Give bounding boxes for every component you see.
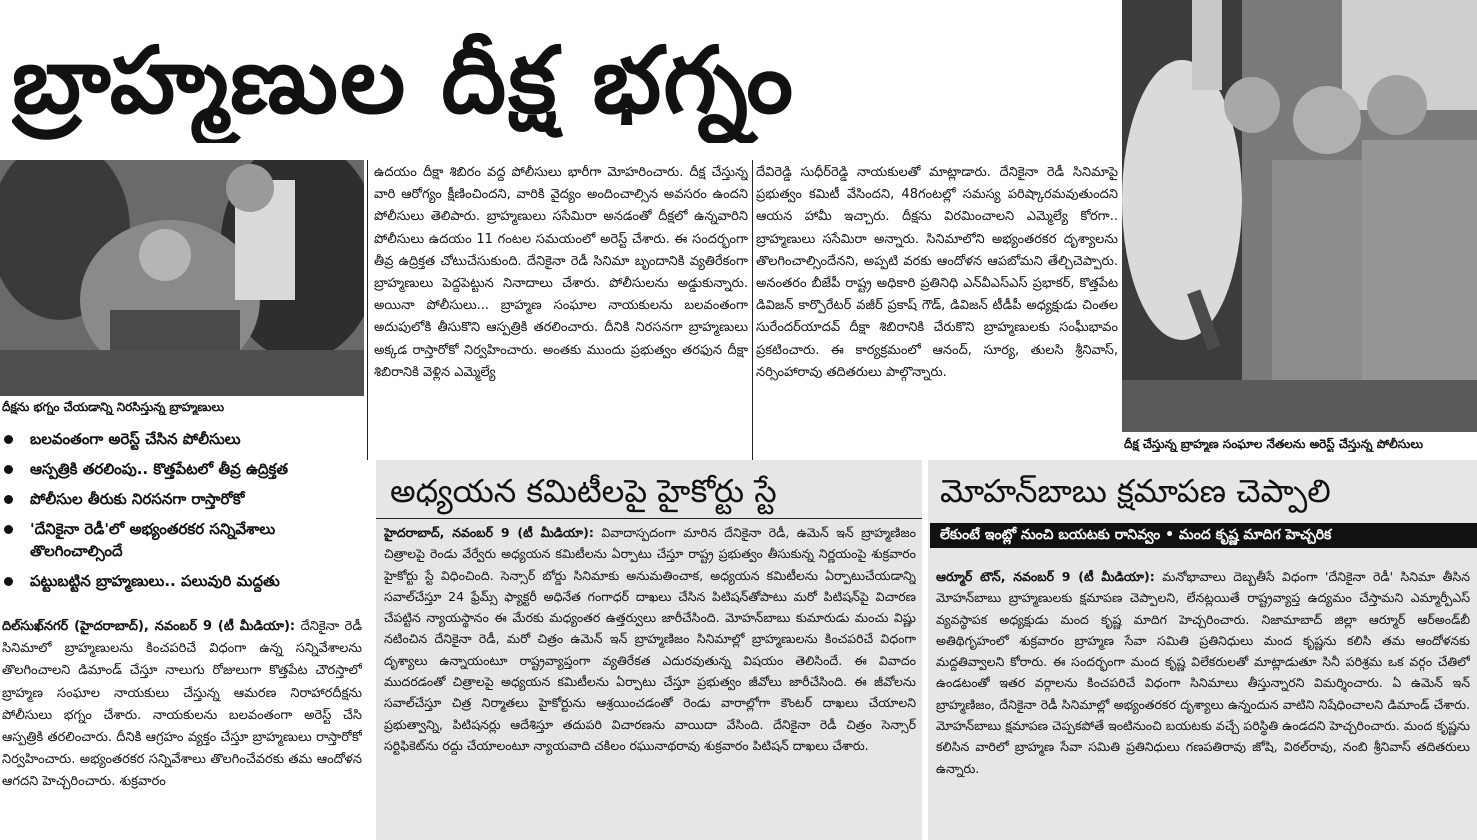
highlight-item: బలవంతంగా అరెస్ట్ చేసిన పోలీసులు <box>2 428 362 450</box>
highlight-item: పోలీసుల తీరుకు నిరసనగా రాస్తారోకో <box>2 488 362 510</box>
protest-photo-right <box>1122 0 1477 432</box>
story3-body <box>936 566 1470 838</box>
story2-headline: అధ్యయన కమిటీలపై హైకోర్టు స్టే <box>390 472 777 510</box>
main-story-col2-text: ఉదయం దీక్షా శిబిరం వద్ద పోలీసులు భారీగా మోహరించారు. దీక్ష చేస్తున్న వారి ఆరోగ్యం క్షీణించిందని, వారికి వైద్యం అందించాల్సిన అవసరం ఉందని పోలీసులు తెలిపారు. బ్రాహ్మణులు ససేమిరా అనడంతో దీక్షలో ఉన్నవారిని పోలీసులు ఉదయం 11 గంటల సమయంలో అరెస్ట్ చేశారు. ఈ సందర్భంగా తీవ్ర ఉద్రిక్తత చోటుచేసుకుంది. దేనికైనా రెడీ సినిమా బృందానికి వ్యతిరేకంగా బ్రాహ్మణులు పెద్దపెట్టున నినాదాలు చేశారు. పోలీసులను అడ్డుకున్నారు. అయినా పోలీసులు... బ్రాహ్మణ సంఘాల నాయకులను బలవంతంగా అదుపులోకి తీసుకొని ఆస్పత్రికి తరలించారు. దీనికి నిరసనగా బ్రాహ్మణులు అక్కడ రాస్తారోకో నిర్వహించారు. అంతకు ముందు ప్రభుత్వం తరఫున దీక్షా శిబిరానికి వెళ్లిన ఎమ్మెల్యే <box>374 165 748 380</box>
main-story-col3 <box>756 162 1118 454</box>
main-story-col1-text: దేనికైనా రెడీ సినిమాలో బ్రాహ్మణులను కించపరిచే విధంగా ఉన్న సన్నివేశాలను తొలగించాలని డిమాండ్ చేస్తూ నాలుగు రోజులుగా కొత్తపేట చౌరస్తాలో బ్రాహ్మణ సంఘాల నాయకులు చేస్తున్న ఆమరణ నిరాహారదీక్షను పోలీసులు భగ్నం చేశారు. నాయకులను బలవంతంగా అరెస్ట్ చేసి ఆస్పత్రికి తరలించారు. దీనికి ఆగ్రహం వ్యక్తం చేస్తూ బ్రాహ్మణులు రాస్తారోకో నిర్వహించారు. అభ్యంతరకర సన్నివేశాలు తొలగించేవరకు తమ ఆందోళన ఆగదని హెచ్చరించారు. శుక్రవారం <box>2 619 362 790</box>
highlight-item: ఆస్పత్రికి తరలింపు.. కొత్తపేటలో తీవ్ర ఉద్రిక్తత <box>2 458 362 480</box>
story3-dateline: ఆర్మూర్ టౌన్, నవంబర్ 9 (టీ మీడియా): <box>936 569 1155 584</box>
story3-text: మనోభావాలు దెబ్బతీసే విధంగా 'దేనికైనా రెడీ' సినిమా తీసిన మోహన్‌బాబు బ్రాహ్మణులకు క్షమాపణ చెప్పాలని, లేనట్లయితే రాష్ట్రవ్యాప్త ఉద్యమం చేస్తామని ఎమ్మార్పీఎస్ వ్యవస్థాపక అధ్యక్షుడు మంద కృష్ణ మాదిగ హెచ్చరించారు. నిజామాబాద్ జిల్లా ఆర్మూర్ ఆర్‌అండ్‌బీ అతిథిగృహంలో శుక్రవారం బ్రాహ్మణ సేవా సమితి ప్రతినిధులు మంద కృష్ణను కలిసి తమ ఆందోళనకు మద్దతివ్వాలని కోరారు. ఈ సందర్భంగా మంద కృష్ణ విలేకరులతో మాట్లాడుతూ సినీ పరిశ్రమ ఒక వర్గం చేతిలో ఉండటంతో ఇతర వర్గాలను కించపరిచే విధంగా సినిమాలు తీస్తున్నారని విమర్శించారు. ఏ ఉమెన్ ఇన్ బ్రాహ్మణిజం, దేనికైనా రెడీ సినిమాల్లో అభ్యంతరకర దృశ్యాలు ఉన్నందున వాటిని నిషేధించాలని డిమాండ్ చేశారు. మోహన్‌బాబు క్షమాపణ చెప్పకపోతే ఇంటినుంచి బయటకు వచ్చే పరిస్థితి ఉండదని హెచ్చరించారు. మంద కృష్ణను కలిసిన వారిలో బ్రాహ్మణ సేవా సమితి ప్రతినిధులు గణపతిరావు జోషి, విఠల్‌రావు, నంబి శ్రీనివాస్ తదితరులు ఉన్నారు. <box>936 569 1470 776</box>
story3-headline: మోహన్‌బాబు క్షమాపణ చెప్పాలి <box>940 472 1331 510</box>
protest-photo-left <box>0 160 364 396</box>
story2-body <box>384 522 916 836</box>
main-story-col2 <box>374 162 748 454</box>
main-story-col1 <box>2 616 362 838</box>
highlights-list <box>2 428 362 600</box>
column-rule <box>752 160 753 460</box>
highlight-item: పట్టుబట్టిన బ్రాహ్మణులు.. పలువురి మద్దతు <box>2 570 362 592</box>
story2-dateline: హైదరాబాద్, నవంబర్ 9 (టీ మీడియా): <box>384 525 594 540</box>
main-story-dateline: దిల్‌సుఖ్‌నగర్ (హైదరాబాద్), నవంబర్ 9 (టీ మీడియా): <box>2 619 296 634</box>
photo-caption-right: దీక్ష చేస్తున్న బ్రాహ్మణ సంఘాల నేతలను అరెస్ట్ చేస్తున్న పోలీసులు <box>1124 437 1423 451</box>
main-story-col3-text: దేవిరెడ్డి సుధీర్‌రెడ్డి నాయకులతో మాట్లాడారు. దేనికైనా రెడీ సినిమాపై ప్రభుత్వం కమిటీ వేసిందని, 48గంటల్లో సమస్య పరిష్కారమవుతుందని ఆయన హామీ ఇచ్చారు. దీక్షను విరమించాలని ఎమ్మెల్యే కోరగా.. బ్రాహ్మణులు ససేమిరా అన్నారు. సినిమాలోని అభ్యంతరకర దృశ్యాలను తొలగించాల్సిందేనని, అప్పటి వరకు ఆందోళన ఆపబోమని తేల్చిచెప్పారు. అనంతరం బీజేపీ రాష్ట్ర అధికారి ప్రతినిధి ఎన్‌వీఎస్‌ఎస్ ప్రభాకర్, కొత్తపేట డివిజన్ కార్పొరేటర్ వజీర్ ప్రకాష్ గౌడ్, డివిజన్ టీడీపీ అధ్యక్షుడు చింతల సురేందర్‌యాదవ్ దీక్షా శిబిరానికి చేరుకొని బ్రాహ్మణులకు సంఘీభావం ప్రకటించారు. ఈ కార్యక్రమంలో ఆనంద్, సూర్య, తులసి శ్రీనివాస్, నర్సింహారావు తదితరులు పాల్గొన్నారు. <box>756 165 1118 380</box>
story3-strap: లేకుంటే ఇంట్లో నుంచి బయటకు రానివ్వం • మంద కృష్ణ మాదిగ హెచ్చరిక <box>930 523 1477 548</box>
main-headline: బ్రాహ్మణుల దీక్ష భగ్నం <box>12 27 796 134</box>
story2-text: వివాదాస్పదంగా మారిన దేనికైనా రెడీ, ఉమెన్ ఇన్ బ్రాహ్మణిజం చిత్రాలపై రెండు వేర్వేరు అధ్యయన కమిటీలను ఏర్పాటు చేస్తూ రాష్ట్ర ప్రభుత్వం తీసుకున్న నిర్ణయంపై శుక్రవారం హైకోర్టు స్టే విధించింది. సెన్సార్ బోర్డు సినిమాకు అనుమతించాక, అధ్యయన కమిటీలను ఏర్పాటుచేయడాన్ని సవాల్‌చేస్తూ 24 ఫ్రేమ్స్ ఫ్యాక్టరీ అధినేత గంగాధర్ దాఖలు చేసిన పిటిషన్‌తోపాటు మరో పిటిషన్‌పై విచారణ చేపట్టిన న్యాయస్థానం ఈ మేరకు మధ్యంతర ఉత్తర్వులు జారీచేసింది. మోహన్‌బాబు కుమారుడు మంచు విష్ణు నటించిన దేనికైనా రెడీ, మరో చిత్రం ఉమెన్ ఇన్ బ్రాహ్మణిజం సినిమాల్లో బ్రాహ్మణులను కించపరిచే విధంగా దృశ్యాలు ఉన్నాయంటూ రాష్ట్రవ్యాప్తంగా వ్యతిరేకత ఎదురవుతున్న విషయం తెలిసిందే. ఈ వివాదం ముదరడంతో చిత్రాలపై అధ్యయన కమిటీలను ఏర్పాటు చేస్తూ ప్రభుత్వం జీవోలు జారీచేసింది. ఈ జీవోలను సవాల్‌చేస్తూ చిత్ర నిర్మాతలు హైకోర్టును ఆశ్రయించడంతో రెండు వారాల్లోగా కౌంటర్ దాఖలు చేయాలని ప్రభుత్వాన్ని, పిటిషనర్లు ఆదేశిస్తూ తదుపరి విచారణను వాయిదా వేసింది. దేనికైనా రెడీ చిత్రం సెన్సార్ సర్టిఫికెట్‌ను రద్దు చేయాలంటూ న్యాయవాది చకిలం రఘునాథరావు శుక్రవారం పిటిషన్ దాఖలు చేశారు. <box>384 525 916 753</box>
photo-caption-left: దీక్షను భగ్నం చేయడాన్ని నిరసిస్తున్న బ్రాహ్మణులు <box>2 400 225 414</box>
highlight-item: 'దేనికైనా రెడీ'లో అభ్యంతరకర సన్నివేశాలు తొలగించాల్సిందే <box>2 518 362 562</box>
story2-rule <box>376 518 922 519</box>
column-rule <box>367 160 368 460</box>
